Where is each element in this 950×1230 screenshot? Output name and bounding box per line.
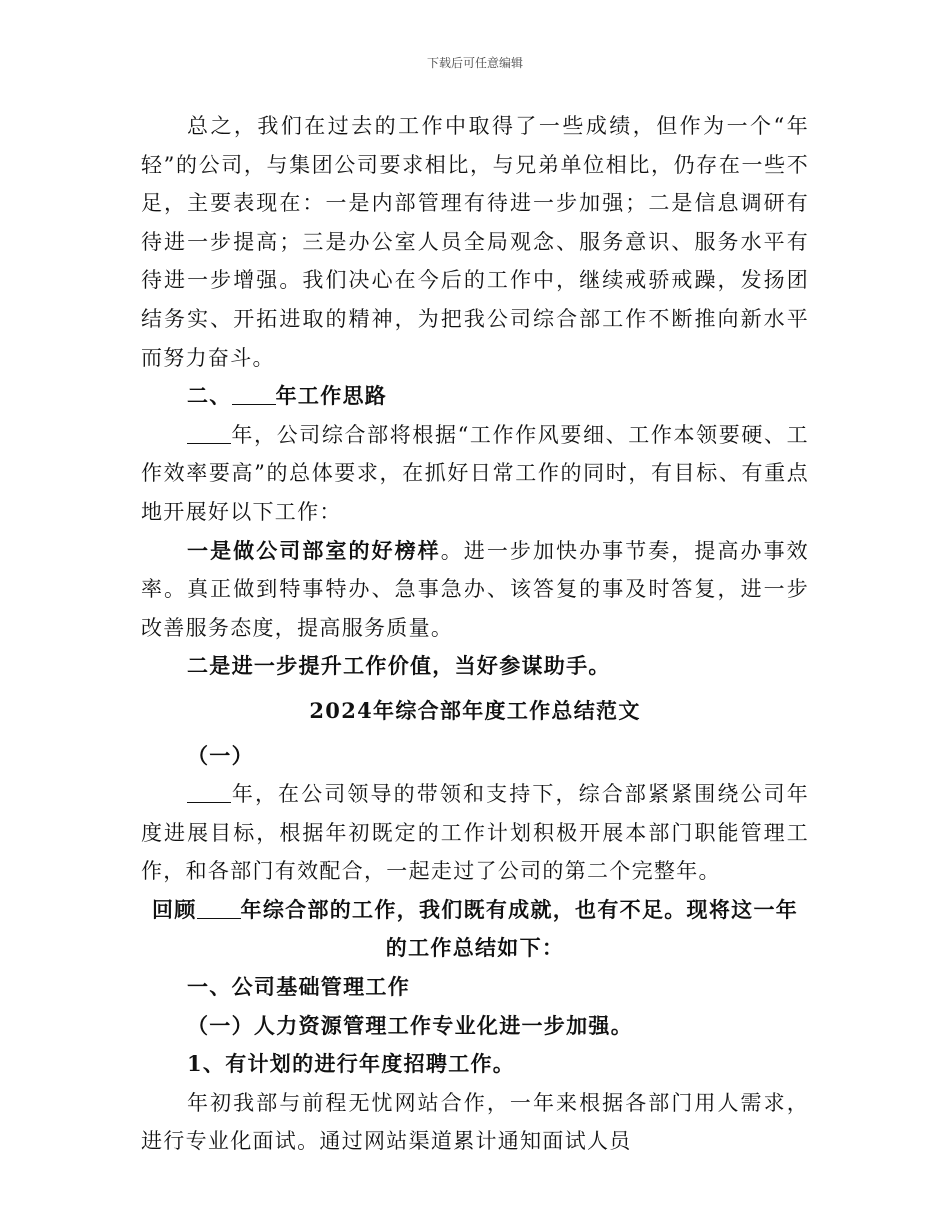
heading-hr-management: （一）人力资源管理工作专业化进一步加强。	[187, 1012, 633, 1038]
paragraph-lead-bold: 一是做公司部室的好榜样	[187, 537, 441, 563]
paragraph-text: 年，公司综合部将根据“工作作风要细、工作本领要硬、工作效率要高”的总体要求，在抓好日常工作的同时，有目标、有重点地开展好以下工作：	[141, 422, 809, 524]
section-heading-work-plan	[141, 377, 809, 416]
paragraph-work-plan	[141, 416, 809, 532]
paragraph-review-intro-line2: 的工作总结如下：	[385, 935, 565, 961]
year-blank	[187, 423, 231, 444]
heading-recruitment: 1、有计划的进行年度招聘工作。	[187, 1051, 516, 1077]
paragraph-recruitment: 年初我部与前程无忧网站合作，一年来根据各部门用人需求，进行专业化面试。通过网站渠道累计通知面试人员	[141, 1090, 809, 1154]
paragraph-year-review	[141, 775, 809, 891]
year-blank	[232, 384, 276, 405]
year-blank	[187, 782, 231, 803]
review-suffix: 年综合部的工作，我们既有成就，也有不足。现将这一年	[240, 896, 799, 922]
paragraph-review-intro	[141, 891, 809, 930]
document-title: 2024年综合部年度工作总结范文	[309, 697, 641, 723]
page-header: 下载后可任意编辑	[426, 56, 523, 70]
paragraph-summary: 总之，我们在过去的工作中取得了一些成绩，但作为一个“年轻”的公司，与集团公司要求相比，与兄弟单位相比，仍存在一些不足，主要表现在：一是内部管理有待进一步加强；二是信息调研有待进一步提高；三是办公室人员全局观念、服务意识、服务水平有待进一步增强。我们决心在今后的工作中，继续戒骄戒躁，发扬团结务实、开拓进取的精神，为把我公司综合部工作不断推向新水平而努力奋斗。	[141, 114, 809, 370]
review-prefix: 回顾	[151, 896, 197, 922]
heading-suffix: 年工作思路	[275, 383, 388, 409]
paragraph-role-model	[141, 532, 809, 648]
paragraph-text: 。进一步加快办事节奏，提高办事效率。真正做到特事特办、急事急办、该答复的事及时答复，进一步改善服务态度，提高服务质量。	[141, 538, 809, 640]
paragraph-advisor: 二是进一步提升工作价值，当好参谋助手。	[187, 653, 611, 679]
heading-prefix: 二、	[187, 383, 232, 409]
year-blank	[197, 898, 241, 919]
heading-basic-management: 一、公司基础管理工作	[187, 974, 410, 1000]
paragraph-text: 年，在公司领导的带领和支持下，综合部紧紧围绕公司年度进展目标，根据年初既定的工作计划积极开展本部门职能管理工作，和各部门有效配合，一起走过了公司的第二个完整年。	[141, 782, 809, 884]
document-body	[141, 107, 809, 1161]
subsection-number: （一）	[187, 742, 254, 768]
